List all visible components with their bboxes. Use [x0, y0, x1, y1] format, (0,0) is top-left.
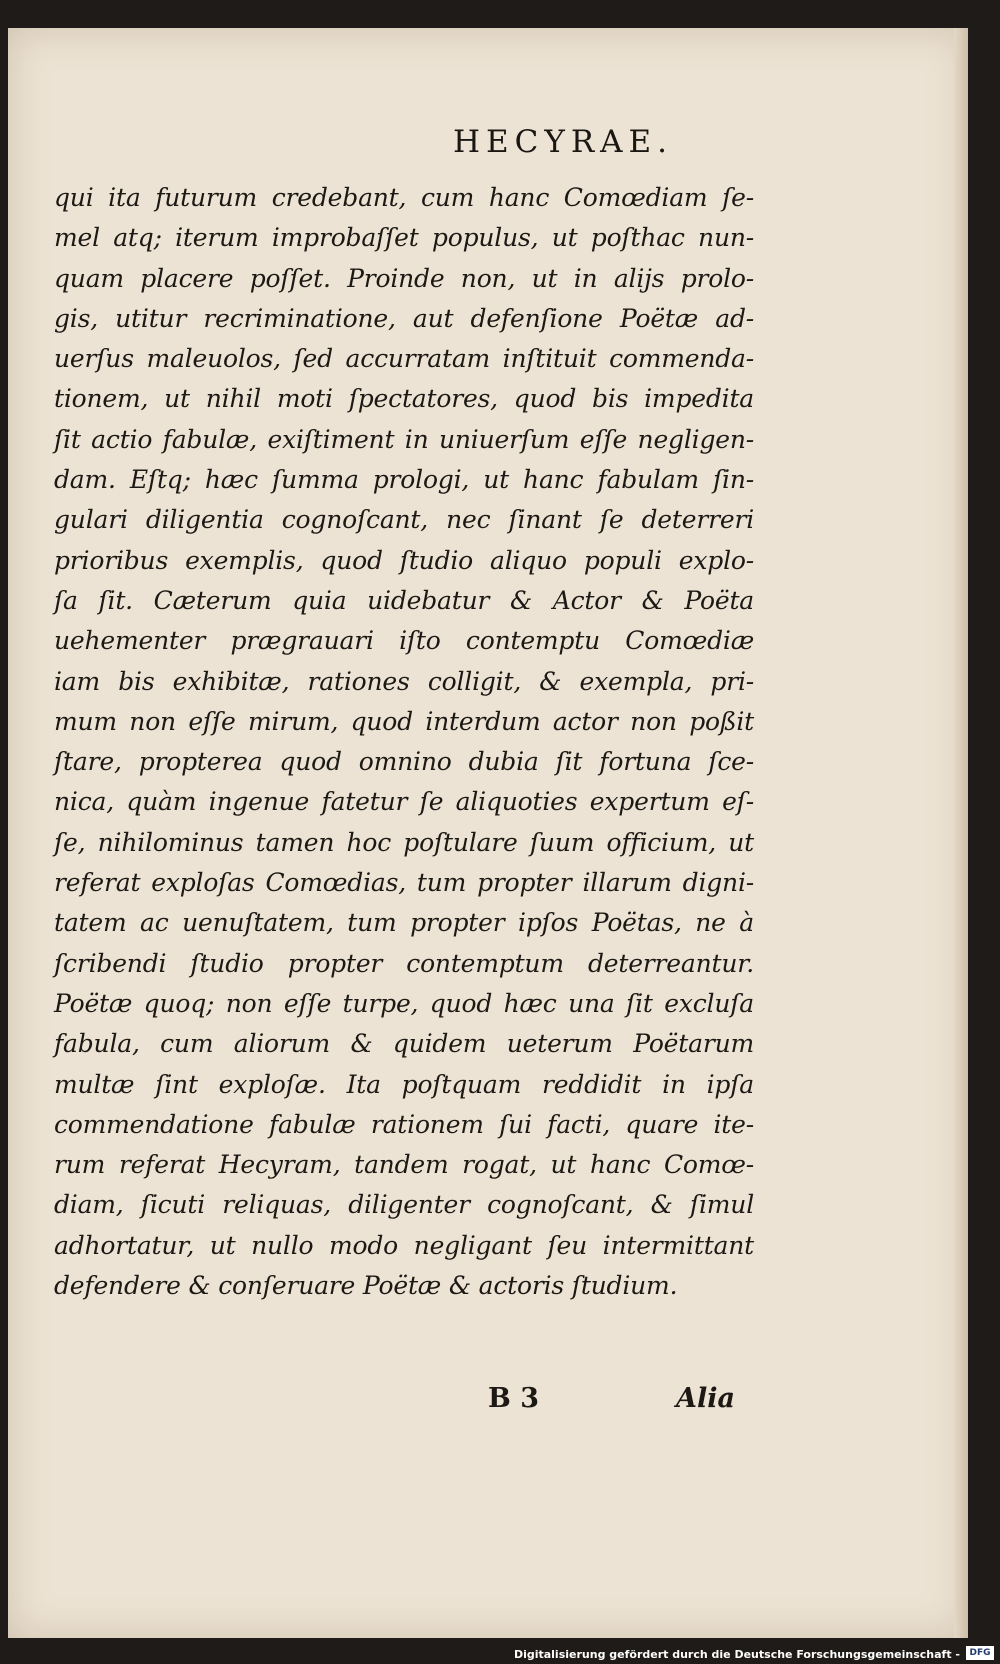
- book-page: [8, 28, 968, 1638]
- text-line: ſit actio fabulæ, exiſtiment in uniuerſum eſſe negligen-: [54, 424, 754, 454]
- text-line: uerſus maleuolos, ſed accurratam inſtituit commenda-: [54, 344, 754, 374]
- page-edge: [954, 28, 968, 1638]
- text-line: tionem, ut nihil moti ſpectatores, quod bis impedita: [54, 384, 754, 414]
- text-line: diam, ſicuti reliquas, diligenter cognoſcant, & ſimul: [54, 1190, 754, 1220]
- footer-bar: [0, 1642, 1000, 1664]
- text-line: ſtare, propterea quod omnino dubia ſit fortuna ſce-: [54, 747, 754, 777]
- text-line: mel atq; iterum improbaſſet populus, ut poſthac nun-: [54, 223, 754, 253]
- body-text: [54, 178, 754, 1306]
- text-line: ſcribendi ſtudio propter contemptum deterreantur.: [54, 948, 754, 978]
- text-line: multæ ſint exploſæ. Ita poſtquam reddidit in ipſa: [54, 1069, 754, 1099]
- text-line: dam. Eſtq; hæc ſumma prologi, ut hanc fabulam ſin-: [54, 465, 754, 495]
- text-line: adhortatur, ut nullo modo negligant ſeu intermittant: [54, 1230, 754, 1260]
- text-line: ſe, nihilominus tamen hoc poſtulare ſuum officium, ut: [54, 827, 754, 857]
- text-line: quam placere poſſet. Proinde non, ut in alijs prolo-: [54, 263, 754, 293]
- text-line: fabula, cum aliorum & quidem ueterum Poëtarum: [54, 1029, 754, 1059]
- text-line: defendere & conſeruare Poëtæ & actoris ſtudium.: [54, 1271, 678, 1301]
- text-line: prioribus exemplis, quod ſtudio aliquo populi explo-: [54, 545, 754, 575]
- text-line: mum non eſſe mirum, quod interdum actor non poßit: [54, 706, 754, 736]
- text-line: tatem ac uenuſtatem, tum propter ipſos Poëtas, ne à: [54, 908, 754, 938]
- text-line: qui ita futurum credebant, cum hanc Comœdiam ſe-: [54, 183, 754, 212]
- signature-mark: B 3: [488, 1383, 540, 1414]
- text-line: rum referat Hecyram, tandem rogat, ut hanc Comœ-: [54, 1150, 754, 1180]
- text-line: uehementer prægrauari iſto contemptu Comœdiæ: [54, 626, 754, 656]
- running-head: HECYRAE.: [452, 124, 674, 160]
- dfg-logo: DFG: [966, 1646, 994, 1660]
- text-line: ſa ſit. Cæterum quia uidebatur & Actor & Poëta: [54, 585, 754, 615]
- text-line: Poëtæ quoq; non eſſe turpe, quod hæc una ſit excluſa: [54, 988, 754, 1018]
- footer-credit: Digitalisierung gefördert durch die Deutsche Forschungsgemeinschaft -: [513, 1648, 960, 1661]
- text-line: commendatione fabulæ rationem ſui facti, quare ite-: [54, 1109, 754, 1139]
- text-line: iam bis exhibitæ, rationes colligit, & exempla, pri-: [54, 666, 754, 696]
- text-line: gis, utitur recriminatione, aut defenſione Poëtæ ad-: [54, 303, 754, 333]
- catchword: Alia: [676, 1383, 735, 1414]
- text-line: nica, quàm ingenue fatetur ſe aliquoties expertum eſ-: [54, 787, 754, 817]
- text-line: gulari diligentia cognoſcant, nec ſinant ſe deterreri: [54, 505, 754, 535]
- text-line: referat exploſas Comœdias, tum propter illarum digni-: [54, 868, 754, 898]
